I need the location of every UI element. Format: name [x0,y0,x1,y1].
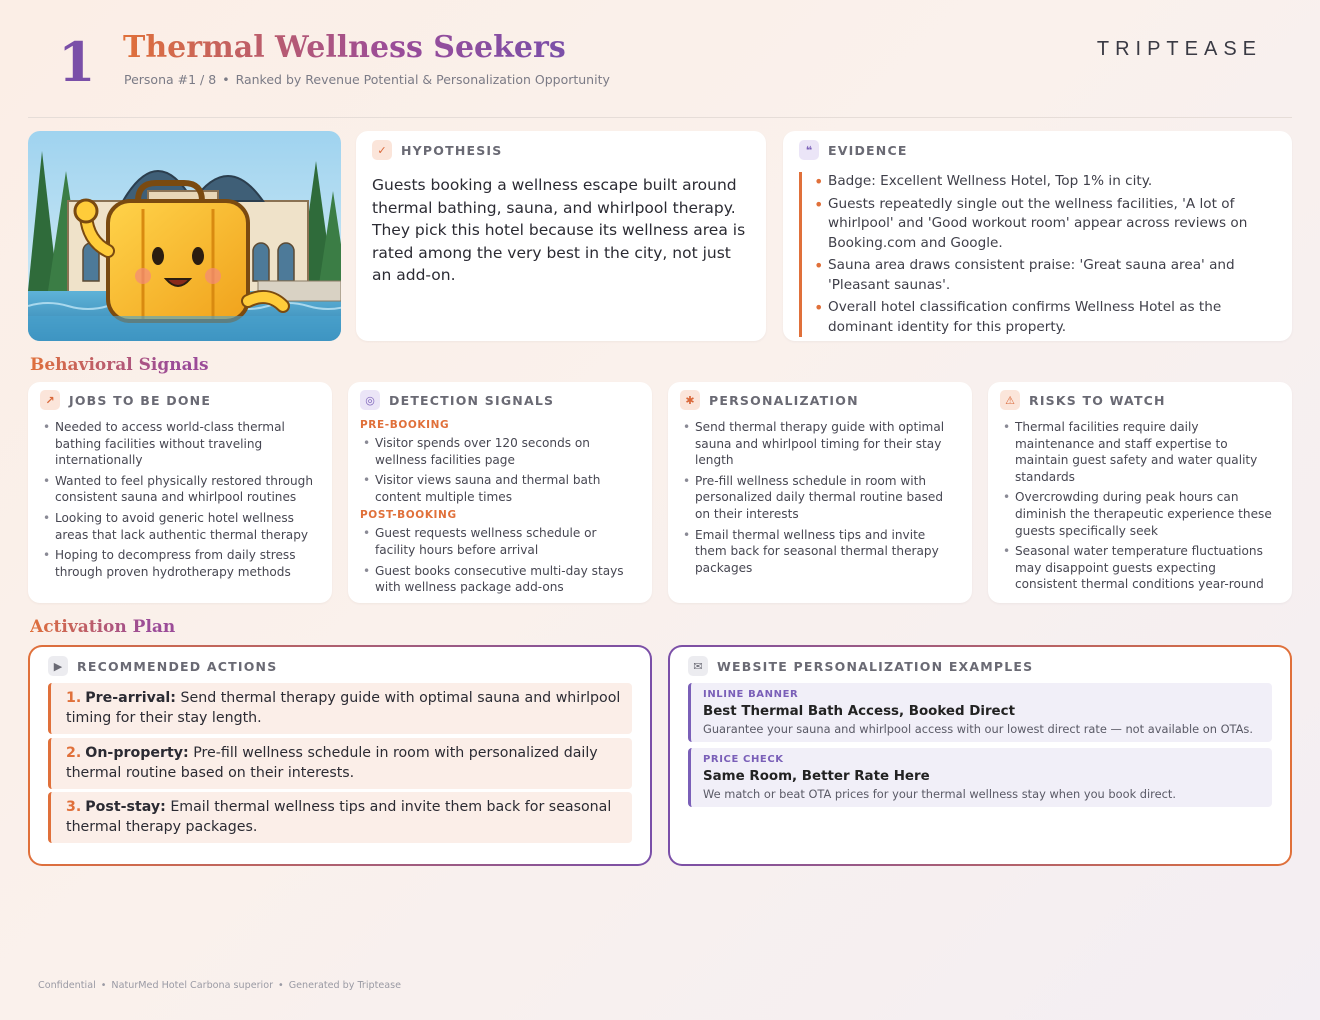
detection-heading: ◎ DETECTION SIGNALS [360,390,640,410]
page-title: Thermal Wellness Seekers [123,30,566,65]
list-item: • Needed to access world-class thermal bathing facilities without traveling internationally [40,419,320,469]
example-title: Best Thermal Bath Access, Booked Direct [703,704,1015,719]
persona-illustration [28,131,341,341]
risks-heading: ⚠ RISKS TO WATCH [1000,390,1280,410]
behavioral-section-title: Behavioral Signals [30,355,209,375]
mail-icon: ✉ [688,656,708,676]
page-footer: Confidential • NaturMed Hotel Carbona superior • Generated by Triptease [38,980,402,991]
quote-icon: ❝ [799,140,819,160]
list-item: • Thermal facilities require daily maintenance and staff expertise to maintain guest safety and water quality standards [1000,419,1280,485]
post-booking-label: POST-BOOKING [360,509,457,522]
hypothesis-heading: ✓ HYPOTHESIS [372,140,750,160]
sparkle-icon: ✱ [680,390,700,410]
list-item: • Wanted to feel physically restored through consistent sauna and whirlpool routines [40,473,320,506]
example-body: We match or beat OTA prices for your thermal wellness stay when you book direct. [703,787,1176,801]
brand-logo: TRIPTEASE [1096,38,1262,60]
list-item: • Visitor spends over 120 seconds on wellness facilities page [360,435,640,468]
jobs-list [40,419,320,580]
list-item: • Hoping to decompress from daily stress through proven hydrotherapy methods [40,547,320,580]
list-item: • Pre-fill wellness schedule in room with personalized daily thermal routine based on their interests [680,473,960,523]
persona-number: 1 [58,30,96,94]
personalization-heading: ✱ PERSONALIZATION [680,390,960,410]
footer-hotel: NaturMed Hotel Carbona superior [111,980,274,991]
risks-list [1000,419,1280,593]
list-item: • Email thermal wellness tips and invite them back for seasonal thermal therapy packages [680,527,960,577]
recommended-actions-card [28,645,652,866]
jobs-card [28,382,332,603]
target-icon: ◎ [360,390,380,410]
list-item: • Overcrowding during peak hours can diminish the therapeutic experience these guests specifically seek [1000,489,1280,539]
personalization-card [668,382,972,603]
list-item: • Visitor views sauna and thermal bath content multiple times [360,472,640,505]
page-header [28,28,1292,118]
action-item: 1. Pre-arrival: Send thermal therapy guide with optimal sauna and whirlpool timing for their stay length. [48,683,632,734]
footer-generated: Generated by Triptease [288,980,402,991]
detection-card [348,382,652,603]
risks-card [988,382,1292,603]
ranking-text: Ranked by Revenue Potential & Personalization Opportunity [235,72,610,87]
example-tag: INLINE BANNER [703,689,799,700]
list-item: • Guest books consecutive multi-day stays with wellness package add-ons [360,563,640,596]
personalization-list [680,419,960,576]
evidence-item: • Sauna area draws consistent praise: 'Great sauna area' and 'Pleasant saunas'. [814,256,1276,295]
jobs-heading: ↗ JOBS TO BE DONE [40,390,320,410]
post-booking-list [360,525,640,595]
activation-section-title: Activation Plan [30,617,176,637]
footer-confidential: Confidential [38,980,96,991]
example-price-check [688,748,1272,807]
play-icon: ▶ [48,656,68,676]
hypothesis-text: Guests booking a wellness escape built around thermal bathing, sauna, and whirlpool therapy. They pick this hotel because its wellness area is rated among the very best in the city, not just an add-on. [372,176,746,284]
example-body: Guarantee your sauna and whirlpool access with our lowest direct rate — not available on OTAs. [703,722,1253,736]
list-item: • Seasonal water temperature fluctuations may disappoint guests expecting consistent thermal conditions year-round [1000,543,1280,593]
evidence-card [783,131,1292,341]
arrow-up-right-icon: ↗ [40,390,60,410]
action-item: 2. On-property: Pre-fill wellness schedule in room with personalized daily thermal routine based on their interests. [48,738,632,789]
page-subtitle: Persona #1 / 8 • Ranked by Revenue Potential & Personalization Opportunity [124,72,610,87]
website-examples-card [668,645,1292,866]
example-inline-banner [688,683,1272,742]
list-item: • Guest requests wellness schedule or facility hours before arrival [360,525,640,558]
warning-icon: ⚠ [1000,390,1020,410]
evidence-list [799,172,1276,337]
action-item: 3. Post-stay: Email thermal wellness tips and invite them back for seasonal thermal therapy packages. [48,792,632,843]
evidence-item: • Badge: Excellent Wellness Hotel, Top 1% in city. [814,172,1276,192]
evidence-item: • Overall hotel classification confirms Wellness Hotel as the dominant identity for this property. [814,298,1276,337]
check-icon: ✓ [372,140,392,160]
list-item: • Looking to avoid generic hotel wellness areas that lack authentic thermal therapy [40,510,320,543]
actions-heading: ▶ RECOMMENDED ACTIONS [48,656,277,676]
example-title: Same Room, Better Rate Here [703,769,930,784]
pre-booking-list [360,435,640,505]
hypothesis-card [356,131,766,341]
list-item: • Send thermal therapy guide with optimal sauna and whirlpool timing for their stay length [680,419,960,469]
evidence-item: • Guests repeatedly single out the wellness facilities, 'A lot of whirlpool' and 'Good workout room' appear across reviews on Booking.com and Google. [814,195,1276,254]
example-tag: PRICE CHECK [703,754,784,765]
persona-index: Persona #1 / 8 [124,72,217,87]
examples-heading: ✉ WEBSITE PERSONALIZATION EXAMPLES [688,656,1033,676]
evidence-heading: ❝ EVIDENCE [799,140,1276,160]
pre-booking-label: PRE-BOOKING [360,419,450,431]
